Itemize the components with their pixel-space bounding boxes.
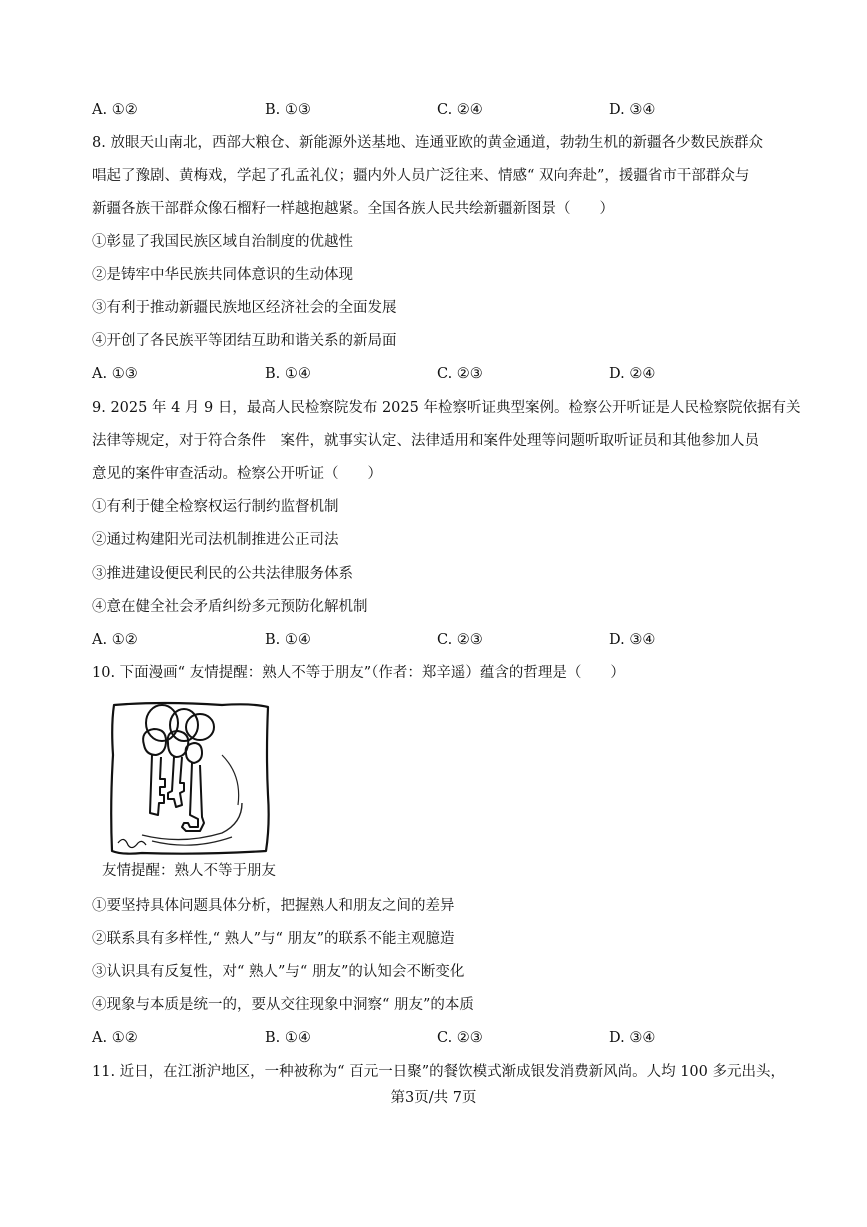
q8-stem-line-1: 8. 放眼天山南北，西部大粮仓、新能源外送基地、连通亚欧的黄金通道，勃勃生机的新疆各少数民族群众 [92, 135, 763, 151]
q9-statement-4: ④意在健全社会矛盾纠纷多元预防化解机制 [92, 599, 368, 615]
option-b: B. ①③ [265, 102, 311, 118]
option-a: A. ①② [92, 632, 138, 648]
option-c: C. ②④ [437, 102, 483, 118]
option-c: C. ②③ [437, 1030, 483, 1046]
option-b: B. ①④ [265, 632, 311, 648]
comic-caption: 友情提醒：熟人不等于朋友 [102, 863, 276, 879]
q10-statement-1: ①要坚持具体问题具体分析，把握熟人和朋友之间的差异 [92, 898, 455, 914]
page-footer: 第3页/共 7页 [390, 1090, 477, 1106]
q8-stem-line-2: 唱起了豫剧、黄梅戏，学起了孔孟礼仪；疆内外人员广泛往来、情感“ 双向奔赴”，援疆省市干部群众与 [92, 168, 750, 184]
option-b: B. ①④ [265, 1030, 311, 1046]
option-d: D. ③④ [609, 102, 656, 118]
option-b: B. ①④ [265, 366, 311, 382]
q10-options [92, 1028, 792, 1048]
comic-keys-illustration [102, 695, 280, 860]
option-d: D. ③④ [609, 632, 656, 648]
q7-options [92, 100, 792, 120]
q9-stem-line-2: 法律等规定，对于符合条件 案件，就事实认定、法律适用和案件处理等问题听取听证员和其他参加人员 [92, 433, 759, 449]
q10-statement-3: ③认识具有反复性，对“ 熟人”与“ 朋友”的认知会不断变化 [92, 964, 465, 980]
q8-statement-3: ③有利于推动新疆民族地区经济社会的全面发展 [92, 300, 397, 316]
q9-stem-line-1: 9. 2025 年 4 月 9 日，最高人民检察院发布 2025 年检察听证典型案例。检察公开听证是人民检察院依据有关 [92, 400, 801, 416]
option-a: A. ①③ [92, 366, 138, 382]
q8-statement-1: ①彰显了我国民族区域自治制度的优越性 [92, 234, 353, 250]
q9-statement-1: ①有利于健全检察权运行制约监督机制 [92, 499, 339, 515]
q10-statement-4: ④现象与本质是统一的，要从交往现象中洞察“ 朋友”的本质 [92, 997, 474, 1013]
q8-statement-2: ②是铸牢中华民族共同体意识的生动体现 [92, 267, 353, 283]
q9-options [92, 630, 792, 650]
q8-stem-line-3: 新疆各族干部群众像石榴籽一样越抱越紧。全国各族人民共绘新疆新图景（ ） [92, 201, 614, 217]
q8-statement-4: ④开创了各民族平等团结互助和谐关系的新局面 [92, 333, 397, 349]
option-a: A. ①② [92, 102, 138, 118]
q10-stem-line-1: 10. 下面漫画“ 友情提醒：熟人不等于朋友”（作者：郑辛遥）蕴含的哲理是（ ） [92, 665, 625, 681]
option-c: C. ②③ [437, 366, 483, 382]
q8-options [92, 364, 792, 384]
option-a: A. ①② [92, 1030, 138, 1046]
q9-statement-3: ③推进建设便民利民的公共法律服务体系 [92, 566, 353, 582]
option-d: D. ②④ [609, 366, 656, 382]
q11-stem-line-1: 11. 近日，在江浙沪地区，一种被称为“ 百元一日聚”的餐饮模式渐成银发消费新风尚。人均 100 多元出头， [92, 1064, 785, 1080]
option-c: C. ②③ [437, 632, 483, 648]
q9-stem-line-3: 意见的案件审查活动。检察公开听证（ ） [92, 466, 382, 482]
q10-statement-2: ②联系具有多样性,“ 熟人”与“ 朋友”的联系不能主观臆造 [92, 931, 455, 947]
option-d: D. ③④ [609, 1030, 656, 1046]
q9-statement-2: ②通过构建阳光司法机制推进公正司法 [92, 532, 339, 548]
